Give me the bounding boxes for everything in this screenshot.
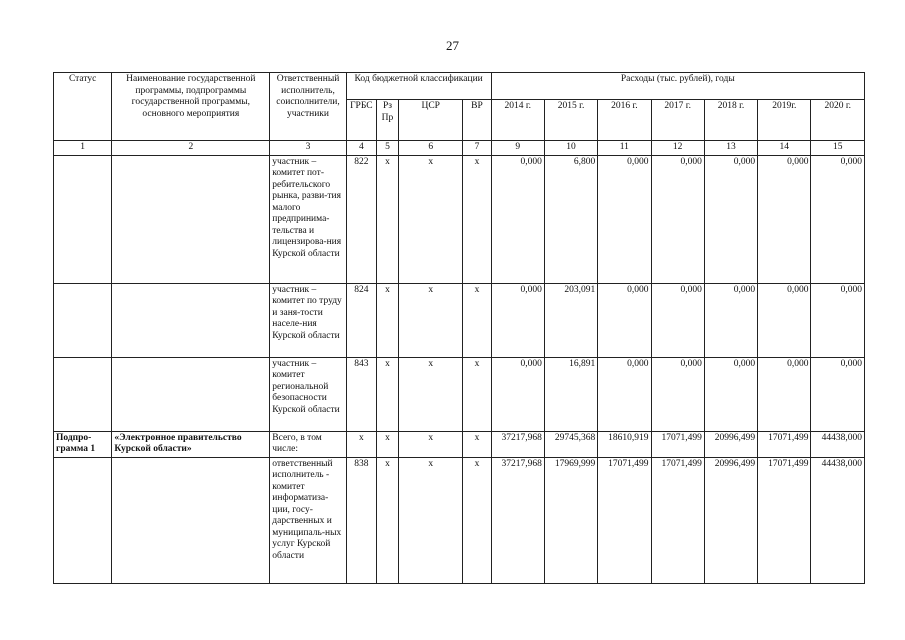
amount-cell: 0,000	[491, 357, 544, 431]
amount-cell: 17071,499	[758, 431, 811, 457]
amount-cell: 17071,499	[758, 457, 811, 583]
column-number: 7	[463, 141, 491, 156]
amount-cell: 0,000	[598, 283, 651, 357]
header-year: 2016 г.	[598, 100, 651, 141]
executor-cell: Всего, в том числе:	[270, 431, 346, 457]
column-number: 2	[112, 141, 270, 156]
name-cell	[112, 155, 270, 283]
column-number: 6	[399, 141, 463, 156]
executor-cell: участник – комитет пот-ребительского рынка, разви-тия малого предпринима-тельства и лицензирова-ния Курской области	[270, 155, 346, 283]
column-number: 15	[811, 141, 865, 156]
amount-cell: 0,000	[651, 155, 704, 283]
vr-cell: х	[463, 357, 491, 431]
amount-cell: 16,891	[544, 357, 597, 431]
table-row	[54, 457, 865, 583]
amount-cell: 0,000	[651, 357, 704, 431]
rzpr-cell: х	[376, 457, 398, 583]
column-number: 12	[651, 141, 704, 156]
amount-cell: 0,000	[758, 155, 811, 283]
vr-cell: х	[463, 431, 491, 457]
amount-cell: 44438,000	[811, 457, 865, 583]
header-row-1	[54, 73, 865, 100]
amount-cell: 17071,499	[598, 457, 651, 583]
header-year: 2017 г.	[651, 100, 704, 141]
amount-cell: 0,000	[811, 283, 865, 357]
header-year: 2015 г.	[544, 100, 597, 141]
header-csr: ЦСР	[399, 100, 463, 141]
header-vr: ВР	[463, 100, 491, 141]
budget-table	[53, 72, 865, 584]
amount-cell: 0,000	[651, 283, 704, 357]
csr-cell: х	[399, 155, 463, 283]
amount-cell: 37217,968	[491, 457, 544, 583]
vr-cell: х	[463, 457, 491, 583]
amount-cell: 17969,999	[544, 457, 597, 583]
rzpr-cell: х	[376, 155, 398, 283]
amount-cell: 6,800	[544, 155, 597, 283]
amount-cell: 203,091	[544, 283, 597, 357]
name-cell	[112, 457, 270, 583]
column-number-row	[54, 141, 865, 156]
amount-cell: 0,000	[704, 155, 757, 283]
executor-cell: участник – комитет региональной безопасности Курской области	[270, 357, 346, 431]
status-cell: Подпро-грамма 1	[54, 431, 112, 457]
column-number: 14	[758, 141, 811, 156]
name-cell: «Электронное правительство Курской области»	[112, 431, 270, 457]
grbs-cell: 824	[346, 283, 376, 357]
header-status: Статус	[54, 73, 112, 141]
amount-cell: 29745,368	[544, 431, 597, 457]
status-cell	[54, 155, 112, 283]
header-year: 2014 г.	[491, 100, 544, 141]
amount-cell: 0,000	[491, 155, 544, 283]
amount-cell: 37217,968	[491, 431, 544, 457]
status-cell	[54, 357, 112, 431]
amount-cell: 44438,000	[811, 431, 865, 457]
vr-cell: х	[463, 283, 491, 357]
amount-cell: 0,000	[758, 357, 811, 431]
header-expenses: Расходы (тыс. рублей), годы	[491, 73, 864, 100]
amount-cell: 0,000	[704, 357, 757, 431]
column-number: 10	[544, 141, 597, 156]
column-number: 13	[704, 141, 757, 156]
grbs-cell: 843	[346, 357, 376, 431]
header-rzpr: Рз Пр	[376, 100, 398, 141]
amount-cell: 0,000	[704, 283, 757, 357]
amount-cell: 0,000	[811, 155, 865, 283]
column-number: 11	[598, 141, 651, 156]
table-body	[54, 155, 865, 583]
header-year: 2020 г.	[811, 100, 865, 141]
column-number: 3	[270, 141, 346, 156]
status-cell	[54, 283, 112, 357]
amount-cell: 20996,499	[704, 457, 757, 583]
table-row	[54, 283, 865, 357]
amount-cell: 17071,499	[651, 431, 704, 457]
name-cell	[112, 283, 270, 357]
name-cell	[112, 357, 270, 431]
header-responsible: Ответственный исполнитель, соисполнители, участники	[270, 73, 346, 141]
amount-cell: 0,000	[598, 357, 651, 431]
amount-cell: 18610,919	[598, 431, 651, 457]
vr-cell: х	[463, 155, 491, 283]
column-number: 4	[346, 141, 376, 156]
column-number: 1	[54, 141, 112, 156]
table-row	[54, 155, 865, 283]
amount-cell: 0,000	[758, 283, 811, 357]
executor-cell: ответственный исполнитель - комитет информатиза-ции, госу-дарственных и муниципаль-ных услуг Курской области	[270, 457, 346, 583]
header-budget-code: Код бюджетной классификации	[346, 73, 491, 100]
csr-cell: х	[399, 457, 463, 583]
header-year: 2019г.	[758, 100, 811, 141]
csr-cell: х	[399, 431, 463, 457]
amount-cell: 0,000	[811, 357, 865, 431]
grbs-cell: х	[346, 431, 376, 457]
rzpr-cell: х	[376, 431, 398, 457]
grbs-cell: 822	[346, 155, 376, 283]
page-number: 27	[446, 38, 459, 53]
grbs-cell: 838	[346, 457, 376, 583]
column-number: 9	[491, 141, 544, 156]
amount-cell: 0,000	[491, 283, 544, 357]
executor-cell: участник – комитет по труду и заня-тости населе-ния Курской области	[270, 283, 346, 357]
csr-cell: х	[399, 357, 463, 431]
amount-cell: 0,000	[598, 155, 651, 283]
rzpr-cell: х	[376, 283, 398, 357]
status-cell	[54, 457, 112, 583]
csr-cell: х	[399, 283, 463, 357]
rzpr-cell: х	[376, 357, 398, 431]
header-grbs: ГРБС	[346, 100, 376, 141]
table-row	[54, 431, 865, 457]
amount-cell: 17071,499	[651, 457, 704, 583]
header-year: 2018 г.	[704, 100, 757, 141]
header-name: Наименование государственной программы, подпрограммы государственной программы, основного мероприятия	[112, 73, 270, 141]
amount-cell: 20996,499	[704, 431, 757, 457]
column-number: 5	[376, 141, 398, 156]
table-row	[54, 357, 865, 431]
